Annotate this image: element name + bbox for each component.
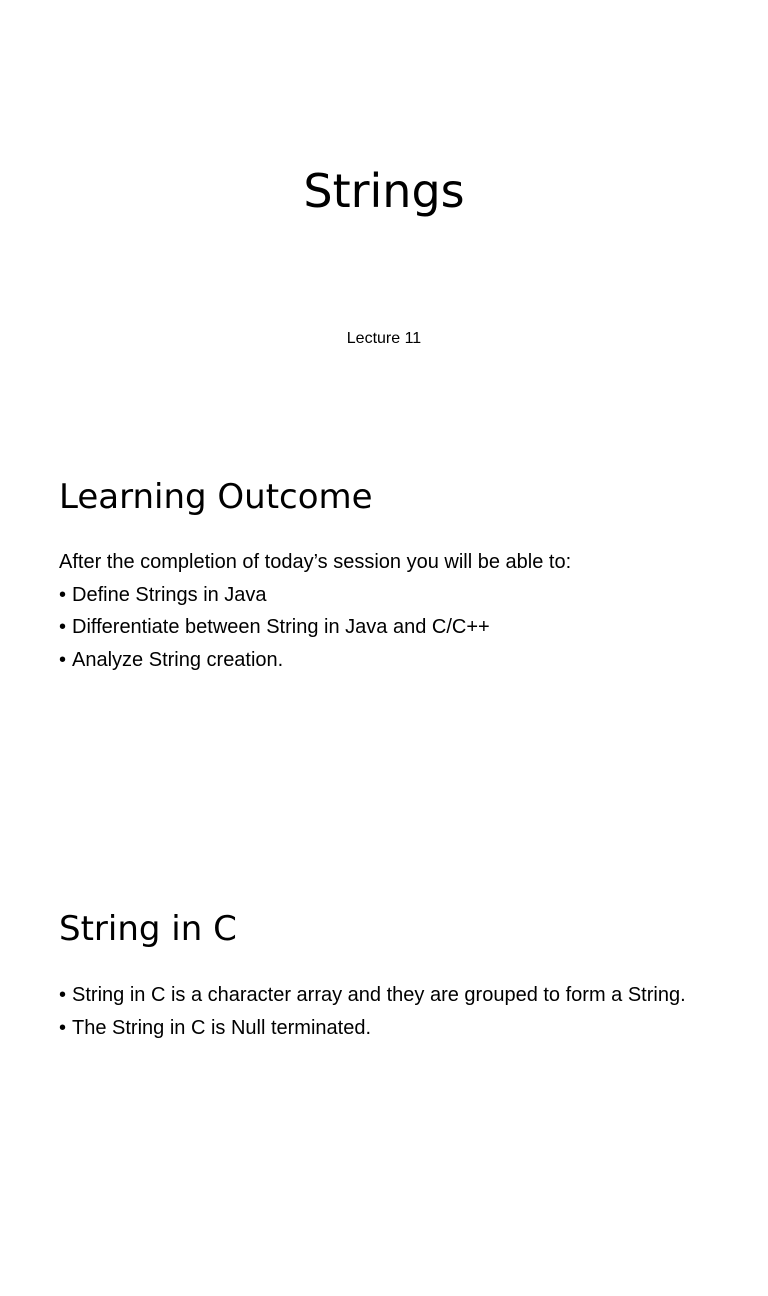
bullet-text: The String in C is Null terminated.	[72, 1016, 372, 1039]
slide-subtitle: Lecture 11	[346, 330, 422, 347]
slide-body	[59, 979, 728, 1044]
bullet-glyph: •	[59, 984, 67, 1006]
bullet-item	[59, 611, 728, 644]
bullet-text: Differentiate between String in Java and C/C++	[72, 616, 490, 638]
bullet-glyph: •	[59, 1016, 67, 1039]
slide-learning-outcome	[0, 432, 768, 864]
bullet-item	[59, 644, 728, 677]
bullet-text: Define Strings in Java	[72, 583, 267, 606]
bullet-glyph: •	[59, 616, 67, 638]
bullet-glyph: •	[59, 583, 67, 606]
bullet-item	[59, 579, 728, 612]
slide-heading: Learning Outcome	[59, 477, 373, 517]
bullet-item	[59, 979, 728, 1012]
bullet-text: String in C is a character array and they are grouped to form a String.	[72, 984, 686, 1006]
bullet-item	[59, 1012, 728, 1045]
slide-body	[59, 546, 728, 676]
slide-title-heading: Strings	[303, 164, 465, 218]
bullet-text: Analyze String creation.	[72, 648, 284, 671]
bullet-glyph: •	[59, 648, 67, 671]
slide-string-in-c	[0, 864, 768, 1296]
intro-text: After the completion of today’s session you will be able to:	[59, 551, 572, 573]
slide-heading: String in C	[59, 909, 237, 949]
slide-title	[0, 0, 768, 432]
